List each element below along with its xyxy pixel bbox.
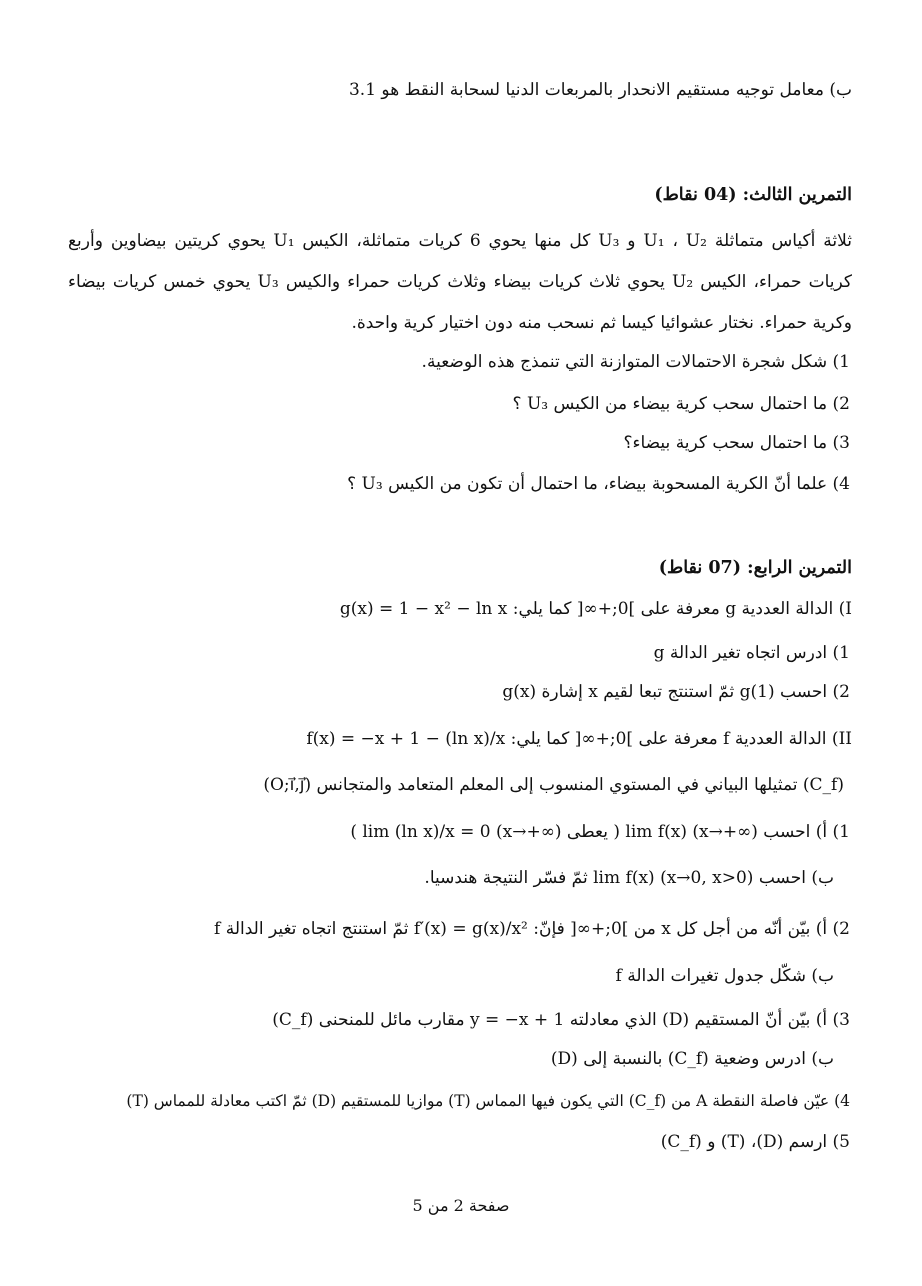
exercise3-text-line2: كريات حمراء، الكيس U₂ يحوي ثلاث كريات بيضاء وثلاث كريات حمراء والكيس U₃ يحوي خمس كريات بيضاء [68, 272, 852, 292]
exercise3-text-line3: وكرية حمراء. نختار عشوائيا كيسا ثم نسحب منه دون اختيار كرية واحدة. [351, 313, 852, 333]
exercise4-part2-curve: (C_f) تمثيلها البياني في المستوي المنسوب إلى المعلم المتعامد والمتجانس (O;i⃗,j⃗) [263, 775, 844, 795]
exercise4-part1-q1: 1) ادرس اتجاه تغير الدالة g [653, 643, 850, 663]
exercise4-q2a: 2) أ) بيّن أنّه من أجل كل x من ]0;+∞[ فإنّ: f′(x) = g(x)/x² ثمّ استنتج اتجاه تغير الدالة f [214, 919, 850, 939]
exercise3-text-line1: ثلاثة أكياس متماثلة U₁ ، U₂ و U₃ كل منها يحوي 6 كريات متماثلة، الكيس U₁ يحوي كريتين بيضاوين وأربع [68, 231, 852, 251]
exercise3-title: التمرين الثالث: (04 نقاط) [654, 185, 852, 205]
exercise4-q2b: ب) شكّل جدول تغيرات الدالة f [615, 966, 834, 986]
exercise4-q1a: 1) أ) احسب lim f(x) (x→+∞) ( يعطى lim (ln x)/x = 0 (x→+∞) ) [350, 822, 850, 842]
exercise4-q5: 5) ارسم (D)، (T) و (C_f) [660, 1132, 850, 1152]
exercise4-q4: 4) عيّن فاصلة النقطة A من (C_f) التي يكون فيها المماس (T) موازيا للمستقيم (D) ثمّ اكتب معادلة للمماس (T) [126, 1092, 850, 1110]
exercise3-question1: 1) شكل شجرة الاحتمالات المتوازنة التي تنمذج هذه الوضعية. [421, 352, 850, 372]
exercise4-title: التمرين الرابع: (07 نقاط) [658, 558, 852, 578]
exercise4-part2-definition: II) الدالة العددية f معرفة على ]0;+∞[ كما يلي: f(x) = −x + 1 − (ln x)/x [306, 729, 852, 749]
exercise4-part1-q2: 2) احسب g(1) ثمّ استنتج تبعا لقيم x إشارة g(x) [502, 682, 850, 702]
exercise4-q1b: ب) احسب lim f(x) (x→0, x>0) ثمّ فسّر النتيجة هندسيا. [424, 868, 834, 888]
exercise3-question4: 4) علما أنّ الكرية المسحوبة بيضاء، ما احتمال أن تكون من الكيس U₃ ؟ [347, 474, 850, 494]
exercise2-part-b: ب) معامل توجيه مستقيم الانحدار بالمربعات الدنيا لسحابة النقط هو 3.1 [348, 80, 852, 100]
exercise3-question3: 3) ما احتمال سحب كرية بيضاء؟ [623, 433, 850, 453]
exercise3-question2: 2) ما احتمال سحب كرية بيضاء من الكيس U₃ ؟ [512, 394, 850, 414]
exercise4-q3b: ب) ادرس وضعية (C_f) بالنسبة إلى (D) [550, 1049, 834, 1069]
exercise4-q3a: 3) أ) بيّن أنّ المستقيم (D) الذي معادلته y = −x + 1 مقارب مائل للمنحنى (C_f) [272, 1010, 850, 1030]
page-number: صفحة 2 من 5 [412, 1196, 510, 1215]
exercise4-part1-definition: I) الدالة العددية g معرفة على ]0;+∞[ كما يلي: g(x) = 1 − x² − ln x [339, 599, 852, 619]
